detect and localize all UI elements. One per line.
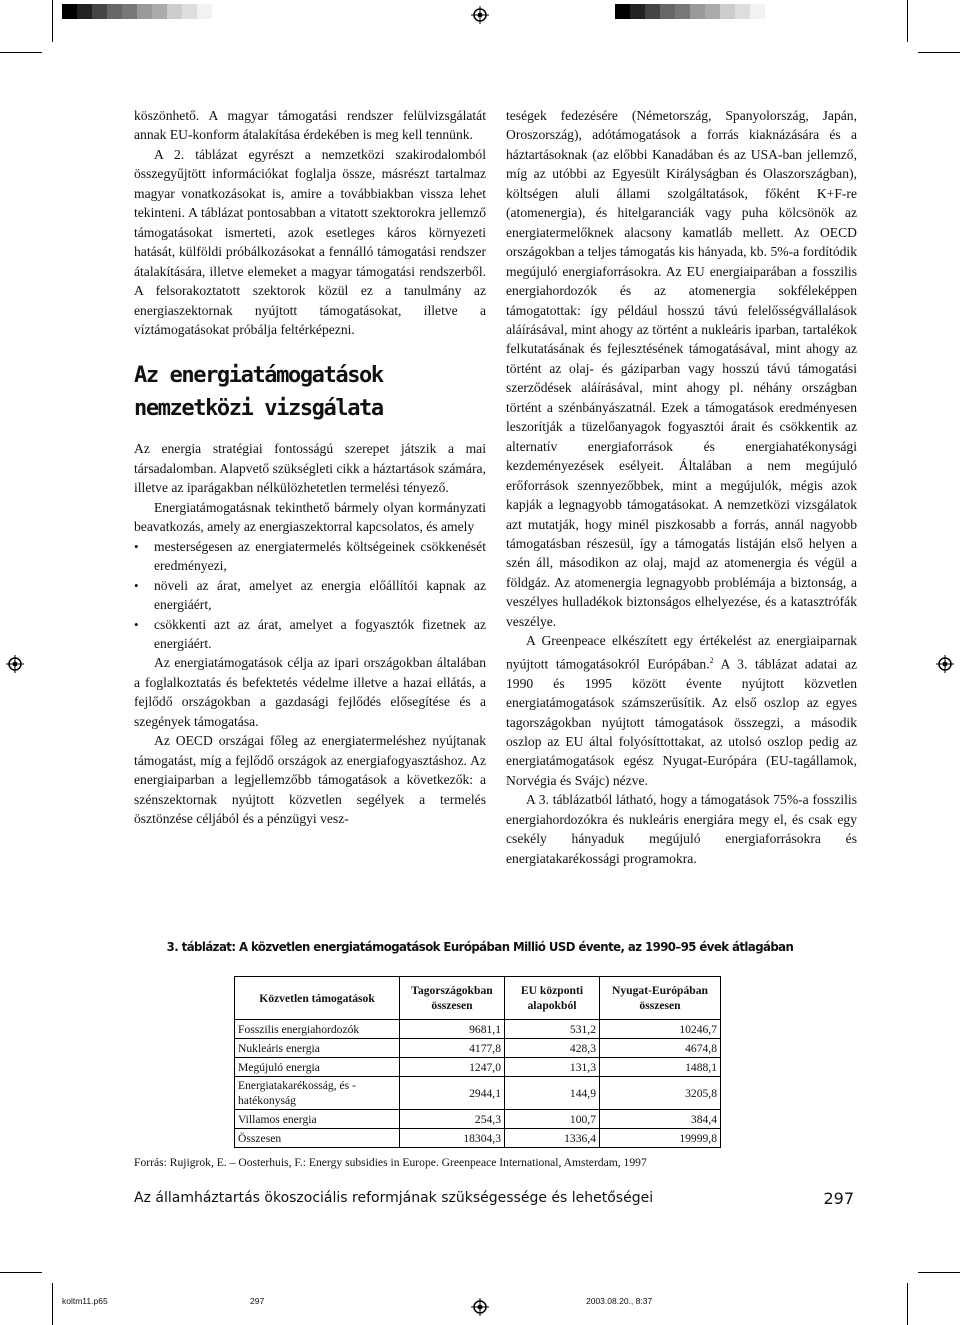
cell-value: 1488,1 <box>600 1058 721 1077</box>
cell-value: 3205,8 <box>600 1077 721 1110</box>
registration-target-icon <box>6 655 24 673</box>
crop-mark <box>52 1283 53 1325</box>
cell-value: 531,2 <box>505 1020 600 1039</box>
cell-value: 9681,1 <box>400 1020 505 1039</box>
crop-mark <box>0 52 42 53</box>
table-title: 3. táblázat: A közvetlen energiatámogatások Európában Millió USD évente, az 1990–95 évek átlagában <box>166 939 794 954</box>
paragraph-text: A 3. táblázat adatai az 1990 és 1995 között évente nyújtott közvetlen energiatámogatások számszerűsítik. Az első oszlop az egyes tagországokban nyújtott támogatások összegzi, a második oszlop az EU által folyósíttottakat, az utolsó oszlop pedig az energiatámogatások egész Nyugat-Európára (EU-tagállamok, Norvégia és Svájc) nézve. <box>506 656 857 788</box>
bullet-icon: • <box>134 538 139 554</box>
bullet-list <box>134 537 486 654</box>
table-row <box>235 1020 721 1039</box>
table-header-row <box>235 977 721 1020</box>
list-item-text: csökkenti azt az árat, amelyet a fogyasztók fizetnek az energiáért. <box>154 616 486 651</box>
cell-value: 2944,1 <box>400 1077 505 1110</box>
row-label: Összesen <box>235 1129 400 1148</box>
list-item <box>134 615 486 654</box>
crop-mark <box>52 0 53 42</box>
paragraph: Az OECD országai főleg az energiatermeléshez nyújtanak támogatást, míg a fejlődő országok az energiafogyasztáshoz. Az energiaiparban a legjellemzőbb támogatások a következők: a szénszektornak nyújtott közvetlen segélyek a termelés ösztönzése céljából és a pénzügyi vesz- <box>134 733 486 827</box>
cell-value: 1336,4 <box>505 1129 600 1148</box>
table-row <box>235 1129 721 1148</box>
row-label: Megújuló energia <box>235 1058 400 1077</box>
cell-value: 254,3 <box>400 1110 505 1129</box>
data-table <box>234 976 721 1148</box>
cell-value: 131,3 <box>505 1058 600 1077</box>
paragraph: Energiatámogatásnak tekinthető bármely olyan kormányzati beavatkozás, amely az energiaszektorral kapcsolatos, és amely <box>134 499 486 535</box>
row-label: Energiatakarékosság, és -hatékonyság <box>235 1077 400 1110</box>
registration-target-icon <box>471 1298 489 1316</box>
bullet-icon: • <box>134 577 139 593</box>
list-item <box>134 537 486 576</box>
crop-mark <box>918 52 960 53</box>
cell-value: 10246,7 <box>600 1020 721 1039</box>
slug-filename: koltm11.p65 <box>62 1296 108 1306</box>
page-number: 297 <box>823 1189 854 1208</box>
slug-date: 2003.08.20., 8:37 <box>586 1296 653 1306</box>
slug-page: 297 <box>250 1296 265 1306</box>
cell-value: 144,9 <box>505 1077 600 1110</box>
cell-value: 100,7 <box>505 1110 600 1129</box>
list-item-text: növeli az árat, amelyet az energia előállítói kapnak az energiáért, <box>154 577 486 613</box>
column-header: Közvetlen támogatások <box>235 977 400 1020</box>
table-source: Forrás: Rujigrok, E. – Oosterhuis, F.: Energy subsidies in Europe. Greenpeace International, Amsterdam, 1997 <box>134 1156 647 1169</box>
cell-value: 19999,8 <box>600 1129 721 1148</box>
paragraph: Az energia stratégiai fontosságú szerepet játszik a mai társadalomban. Alapvető szükségleti cikk a háztartások számára, illetve az iparágakban nélkülözhetetlen termelési tényező. <box>134 441 486 496</box>
cell-value: 384,4 <box>600 1110 721 1129</box>
registration-target-icon <box>936 655 954 673</box>
registration-bar-left <box>62 4 212 19</box>
paragraph: teségek fedezésére (Németország, Spanyolország, Japán, Oroszország), adótámogatások a forrás kiaknázására és a háztartásoknak (az előbbi Kanadában és az USA-ban jellemző, míg az utóbbi az Egyesült Királyságban és Olaszországban), költségen aluli állami szolgáltatások, főként K+F-re (atomenergia), és hitelgaranciák vagy puha kölcsönök az energiatermelőknek alacsony kamatláb mellett. Az OECD országokban a teljes támogatás kis hányada, kb. 5%-a fordítódik megújuló energiaforrásokra. Az EU energiaiparában a fosszilis energiahordozók és az atomenergia sokféleképpen támogatottak: így például hosszú távú felelősségvállalások aláírásával, mint ahogy az történt a nukleáris iparban, tartalékok felkutatásának és fejlesztésének támogatásával, mint ahogy az történt az olaj- és gáziparban vagy hosszú távú támogatási szerződések aláírásával, mint ahogy pl. néhány országban történt a szénbányászatnál. Ezek a támogatások eredményesen leszorítják a tüzelőanyagok fogyasztói árait és csökkentik az alternatív energiaforrások és energiahatékonysági kezdeményezések esélyeit. Általában a nem megújuló erőforrások szennyezőbbek, mint a megújulók, mégis azok kapják a legnagyobb támogatásokat. A nemzetközi vizsgálatok azt mutatják, hogy minél piszkosabb a forrás, annál nagyobb támogatásban részesül, így a támogatás listáján első helyen a szén áll, másodikon az olaj, majd az atomenergia és végül a földgáz. Az atomenergia legnagyobb problémája a biztonság, a veszélyes hulladékok biztonságos elhelyezése, és a katasztrófák veszélye. <box>506 108 857 629</box>
bullet-icon: • <box>134 616 139 632</box>
heading-line: nemzetközi vizsgálata <box>134 396 383 422</box>
paragraph-text: A Greenpeace elkészített egy értékelést az energiaiparnak nyújtott támogatásokról Európában. <box>506 633 857 672</box>
crop-mark <box>907 1283 908 1325</box>
paragraph: A 3. táblázatból látható, hogy a támogatások 75%-a fosszilis energiahordozókra és nukleáris energiára megy el, és csak egy csekély hányaduk megújuló energiaforrásokra és energiatakarékossági programokra. <box>506 792 857 866</box>
cell-value: 18304,3 <box>400 1129 505 1148</box>
cell-value: 428,3 <box>505 1039 600 1058</box>
right-column <box>506 106 857 868</box>
footnote-marker: 2 <box>709 655 714 665</box>
registration-bar-right <box>615 4 765 19</box>
table-row <box>235 1110 721 1129</box>
row-label: Villamos energia <box>235 1110 400 1129</box>
list-item <box>134 576 486 615</box>
table-row <box>235 1039 721 1058</box>
crop-mark <box>907 0 908 42</box>
cell-value: 4674,8 <box>600 1039 721 1058</box>
column-header: Tagországokban összesen <box>400 977 505 1020</box>
paragraph: Az energiatámogatások célja az ipari országokban általában a foglalkoztatás és befektetés védelme illetve a hazai ellátás, a fejlődő országokban a gazdasági fejlődés elősegítése és a szegények támogatása. <box>134 655 486 729</box>
crop-mark <box>0 1272 42 1273</box>
registration-target-icon <box>471 6 489 24</box>
column-header: Nyugat-Európában összesen <box>600 977 721 1020</box>
running-title: Az államháztartás ökoszociális reformjának szükségessége és lehetőségei <box>134 1190 654 1206</box>
heading-line: Az energiatámogatások <box>134 363 383 389</box>
paragraph: A 2. táblázat egyrészt a nemzetközi szakirodalomból összegyűjtött információkat foglalja össze, másrészt tartalmaz magyar vonatkozásokat is, amire a továbbiakban vissza lehet tekinteni. A táblázat pontosabban a vitatott szektorokra jellemző támogatásokat ismerteti, azok esetleges káros környezeti hatását, külföldi próbálkozásokat a fennálló támogatási rendszer átalakítására, illetve elemeket a magyar támogatási rendszerből. A felsorakoztatott szektorok közül ez a tanulmány az energiaszektornak nyújtott támogatásokat, illetve a víztámogatásokat próbálja feltérképezni. <box>134 146 486 337</box>
row-label: Nukleáris energia <box>235 1039 400 1058</box>
left-column <box>134 106 486 829</box>
paragraph: köszönhető. A magyar támogatási rendszer felülvizsgálatát annak EU-konform átalakítása érdekében is meg kell tennünk. <box>134 108 486 143</box>
page-footer <box>134 1190 854 1206</box>
table-row <box>235 1077 721 1110</box>
crop-mark <box>918 1272 960 1273</box>
column-header: EU központi alapokból <box>505 977 600 1020</box>
row-label: Fosszilis energiahordozók <box>235 1020 400 1039</box>
paragraph <box>506 631 857 790</box>
cell-value: 4177,8 <box>400 1039 505 1058</box>
cell-value: 1247,0 <box>400 1058 505 1077</box>
list-item-text: mesterségesen az energiatermelés költségeinek csökkenését eredményezi, <box>154 538 486 574</box>
section-heading <box>134 359 486 425</box>
table-row <box>235 1058 721 1077</box>
